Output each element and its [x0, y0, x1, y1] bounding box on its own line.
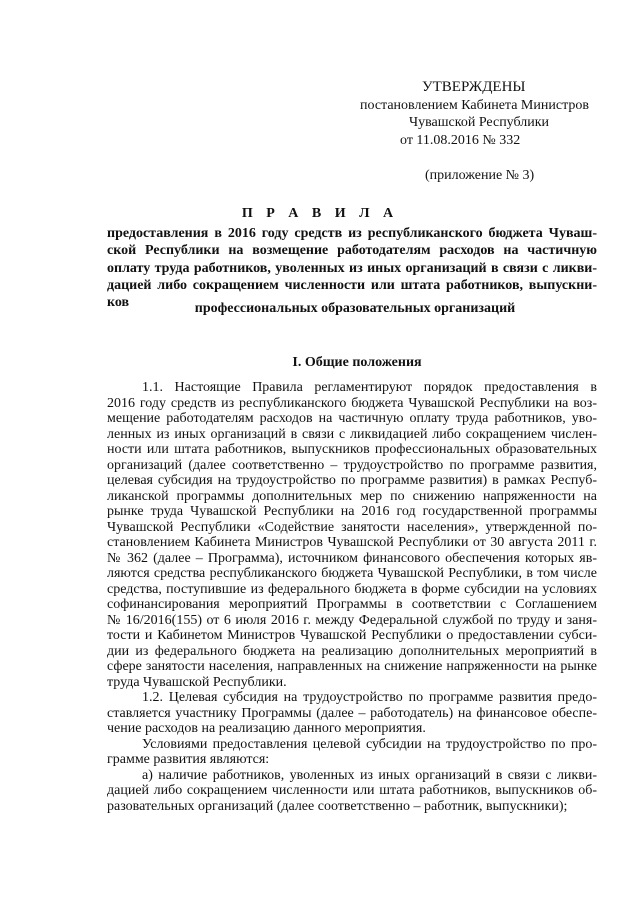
body-line: а) наличие работников, уволенных из иных организаций в связи с ликви- [142, 767, 597, 783]
body-line: целевая субсидия на трудоустройство по программе развития) в рамках Респуб- [107, 473, 597, 488]
body-line: софинансирования мероприятий Программы в соответствии с Соглашением [107, 597, 597, 612]
body-line: 1.1. Настоящие Правила регламентируют порядок предоставления в [142, 380, 597, 395]
body-line: тости и Кабинетом Министров Чувашской Республики о предоставлении субси- [107, 628, 597, 643]
body-line: дии из федерального бюджета на реализацию дополнительных мероприятий в [107, 643, 597, 659]
body-line: Условиями предоставления целевой субсидии на трудоустройство по про- [142, 736, 597, 752]
body-line: разовательных организаций (далее соответственно – работник, выпускники); [107, 798, 568, 814]
approval-heading: УТВЕРЖДЕНЫ [422, 79, 526, 95]
subtitle-line: предоставления в 2016 году средств из республиканского бюджета Чуваш- [107, 226, 597, 241]
body-line: сфере занятости населения, направленных на снижение напряженности на рынке [107, 659, 597, 674]
body-line: № 362 (далее – Программа), источником финансового обеспечения которых яв- [107, 550, 597, 566]
body-line: труда Чувашской Республики. [107, 674, 287, 690]
body-line: организаций (далее соответственно – трудоустройство по программе развития, [107, 457, 597, 473]
body-line: ляются средства республиканского бюджета Чувашской Республики, в том числе [107, 566, 597, 581]
subtitle-line: ков [107, 295, 130, 311]
body-line: ликанской программы дополнительных мер по снижению напряженности на [107, 488, 597, 504]
subtitle-line: ской Республики на возмещение работодателям расходов на частичную [107, 243, 597, 259]
subtitle-line: оплату труда работников, уволенных из иных организаций в связи с ликви- [107, 260, 597, 276]
document-title: П Р А В И Л А [241, 206, 399, 221]
subtitle-tail: профессиональных образовательных организаций [194, 301, 516, 316]
body-line: мещение работодателям расходов на частичную оплату труда работников, уво- [107, 411, 597, 426]
section-heading: I. Общие положения [292, 355, 422, 370]
body-line: 1.2. Целевая субсидия на трудоустройство по программе развития предо- [142, 690, 597, 705]
body-line: становлением Кабинета Министров Чувашской Республики от 30 августа 2011 г. [107, 535, 597, 550]
body-line: дацией либо сокращением численности или штата работников, выпускников об- [107, 783, 597, 798]
body-line: средства, поступившие из федерального бюджета в форме субсидии на условиях [107, 581, 597, 597]
body-line: Чувашской Республики «Содействие занятости населения», утвержденной по- [107, 519, 597, 535]
body-text [107, 380, 597, 814]
body-line: ставляется участнику Программы (далее – работодатель) на финансовое обеспе- [107, 705, 597, 721]
body-line: ленных из иных организаций в связи с ликвидацией либо сокращением числен- [107, 426, 597, 442]
document-subtitle [107, 225, 597, 311]
body-line: рынке труда Чувашской Республики на 2016 год государственной программы [107, 504, 597, 519]
approval-resolution: постановлением Кабинета Министров [360, 97, 589, 113]
approval-republic: Чувашской Республики [409, 115, 550, 130]
body-line: ности или штата работников, выпускников профессиональных образовательных [107, 442, 597, 457]
approval-appendix: (приложение № 3) [425, 168, 535, 183]
body-line: грамме развития являются: [107, 752, 270, 767]
body-line: 2016 году средств из республиканского бюджета Чувашской Республики на воз- [107, 395, 597, 411]
subtitle-line: дацией либо сокращением численности или штата работников, выпускни- [107, 277, 597, 293]
body-line: № 16/2016(155) от 6 июля 2016 г. между Федеральной службой по труду и заня- [107, 612, 597, 628]
approval-date-number: от 11.08.2016 № 332 [400, 132, 521, 148]
body-line: чение расходов на реализацию данного мероприятия. [107, 721, 426, 736]
approval-block [360, 79, 620, 185]
